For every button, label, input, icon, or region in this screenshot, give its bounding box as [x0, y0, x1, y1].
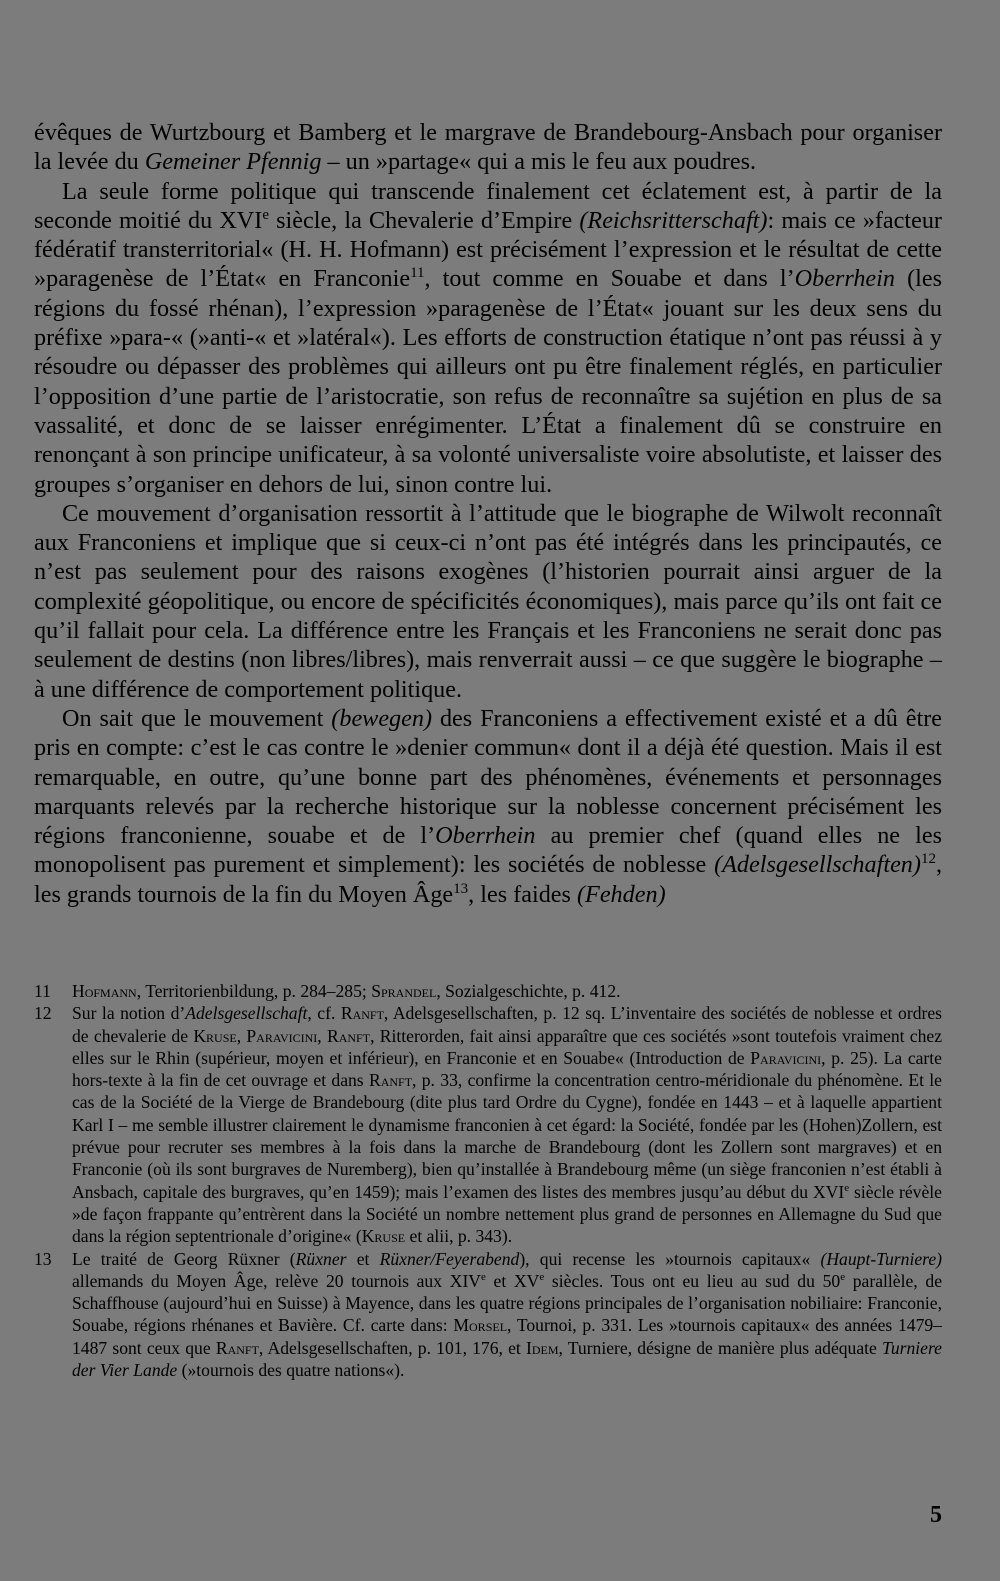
author-name: Ranft	[215, 1337, 259, 1358]
text-run: parallèle, de Schaffhouse (aujourd’hui en Suisse) à Mayence, dans les quatre régions principales de l’organisation nobiliaire: Franconie, Souabe, régions rhénanes et Bavière. Cf. carte dans:	[72, 1270, 942, 1336]
text-run: On sait que le mouvement	[62, 704, 332, 732]
italic-term: (Reichsritterschaft)	[579, 206, 768, 234]
italic-term: Oberrhein	[435, 822, 536, 850]
italic-term: Gemeiner Pfennig	[144, 148, 322, 176]
text-run: , tout comme en Souabe et dans l’	[424, 265, 795, 293]
text-run: , cf.	[307, 1003, 341, 1024]
superscript: e	[539, 1271, 545, 1283]
text-run: , les grands tournois de la fin du Moyen Âge	[34, 851, 942, 908]
author-name: Morsel	[453, 1315, 508, 1336]
text-run: , p. 33, confirme la concentration centro-méridionale du phénomène. Et le cas de la Société de la Vierge de Brandebourg (dite plus tard Ordre du Cygne), fondée en 1443 – et à laquelle appartient Karl I – me semble illustrer clairement le dynamisme franconien à cet égard: la Société, fondée par les (Hohen)Zollern, est prévue pour recruter ses membres à la fois dans la marche de Brandebourg (dont les Zollern sont margraves) et en Franconie (où ils sont burgraves de Nuremberg), bien qu’installée à Brandebourg même (un siège franconien n’est établi à Ansbach, capitale des burgraves, qu’en 1459); mais l’examen des listes des membres jusqu’au début du XVI	[72, 1070, 942, 1202]
footnote-ref-11[interactable]: 11	[410, 265, 425, 282]
italic-term: (Fehden)	[576, 880, 666, 908]
footnote-number: 13	[34, 1248, 52, 1269]
footnotes	[34, 980, 942, 1381]
italic-term: Oberrhein	[794, 265, 895, 293]
text-run: , Turniere, désigne de manière plus adéquate	[558, 1337, 883, 1358]
footnote-text	[72, 980, 942, 1002]
superscript: e	[481, 1271, 486, 1283]
footnote-12	[34, 1002, 942, 1247]
author-name: Ranft	[368, 1070, 413, 1091]
author-name: Sprandel	[371, 981, 437, 1001]
author-name: Ranft	[340, 1003, 384, 1024]
italic-term: Turniere der Vier Lande	[72, 1337, 942, 1381]
text-run: , les faides	[468, 880, 577, 908]
italic-term: (Adelsgesellschaften)	[714, 851, 921, 879]
footnote-number: 11	[34, 981, 51, 1001]
italic-term: (bewegen)	[331, 704, 433, 732]
text-run: siècle révèle »de façon frappante qu’entrèrent dans la Société un nombre nettement plus grand de personnes en Allemagne du Sud que dans la région septentrionale d’origine« (	[72, 1181, 942, 1247]
text-run: , Adelsgesellschaften, p. 101, 176, et	[258, 1337, 526, 1358]
paragraph-3: Ce mouvement d’organisation ressortit à l’attitude que le biographe de Wilwolt reconnaît aux Franconiens et implique que si ceux-ci n’ont pas été intégrés dans les principautés, ce n’est pas seulement pour des raisons exogènes (l’historien pourrait ainsi arguer de la complexité géopolitique, ou encore de spécificités économiques), mais parce qu’ils ont fait ce qu’il fallait pour cela. La différence entre les Français et les Franconiens ne serait donc pas seulement de destins (non libres/libres), mais renverrait aussi – ce que suggère le biographe – à une différence de comportement politique.	[34, 499, 942, 703]
footnote-13	[34, 1248, 942, 1382]
footnote-text	[72, 1002, 942, 1247]
paragraph-4	[34, 704, 942, 909]
page-body	[34, 118, 942, 909]
text-run: , p. 25). La carte hors-texte à la fin de cet ouvrage et dans	[72, 1047, 942, 1091]
author-name: Idem	[525, 1337, 559, 1358]
footnote-ref-13[interactable]: 13	[453, 880, 469, 897]
author-name: Hofmann	[72, 981, 137, 1001]
page-number: 5	[930, 1502, 942, 1528]
author-name: Ranft	[326, 1025, 371, 1046]
text-run: Le traité de Georg Rüxner (	[72, 1248, 296, 1269]
text-run: , Territorienbildung, p. 284–285;	[136, 981, 372, 1001]
text-run: , Adelsgesellschaften, p. 12 sq. L’inventaire des sociétés de noblesse et ordres de chevalerie de	[72, 1003, 943, 1046]
text-run: siècles. Tous ont eu lieu au sud du 50	[544, 1270, 841, 1291]
author-name: Kruse	[193, 1025, 237, 1046]
footnote-text	[72, 1248, 942, 1382]
author-name: Paravicini	[246, 1025, 318, 1046]
paragraph-1	[34, 118, 942, 177]
text-run: ), qui recense les »tournois capitaux«	[519, 1248, 821, 1269]
italic-term: Rüxner	[295, 1248, 347, 1269]
author-name: Paravicini	[750, 1047, 822, 1068]
author-name: Kruse	[361, 1226, 406, 1247]
text-run: des Franconiens a effectivement existé et a dû être pris en compte: c’est le cas contre le »denier commun« dont il a déjà été question. Mais il est remarquable, en outre, qu’une bonne part des phénomènes, événements et personnages marquants relevés par la recherche historique sur la noblesse concernent précisément les régions franconienne, souabe et de l’	[34, 704, 942, 850]
italic-term: (Haupt-Turniere)	[820, 1248, 942, 1269]
text-run: (les régions du fossé rhénan), l’expression »paragenèse de l’État« jouant sur les deux sens du préfixe »para-« (»anti-« et »latéral«). Les efforts de construction étatique n’ont pas réussi à y résoudre ou dépasser des problèmes qui ailleurs ont pu être finalement réglés, en particulier l’opposition d’une partie de l’aristocratie, son refus de reconnaître sa sujétion en plus de sa vassalité, et donc de se laisser enrégimenter. L’État a finalement dû se construire en renonçant à son principe unificateur, à sa volonté universaliste voire absolutiste, et laisser des groupes s’organiser en dehors de lui, sinon contre lui.	[34, 265, 942, 498]
text-run: , Tournoi, p. 331. Les »tournois capitaux« des années 1479–1487 sont ceux que	[72, 1315, 942, 1358]
text-run: Sur la notion d’	[72, 1003, 186, 1024]
text-run: La seule forme politique qui transcende finalement cet éclatement est, à partir de la seconde moitié du XVI	[34, 177, 942, 234]
superscript: e	[844, 1181, 850, 1194]
text-run: siècle, la Chevalerie d’Empire	[268, 206, 580, 234]
text-run: et alii, p. 343).	[405, 1226, 513, 1247]
footnote-number: 12	[34, 1003, 52, 1024]
text-run: évêques de Wurtzbourg et Bamberg et le margrave de Brandebourg-Ansbach pour organiser la levée du	[34, 119, 942, 176]
text-run: ,	[317, 1025, 327, 1046]
main-text	[34, 118, 942, 909]
paragraph-2	[34, 177, 942, 499]
italic-term: Rüxner/Feyerabend	[379, 1248, 520, 1269]
text-run: – un »partage« qui a mis le feu aux poudres.	[321, 148, 757, 176]
italic-term: Adelsgesellschaft	[185, 1003, 308, 1024]
text-run: , Ritterorden, fait ainsi apparaître que ces sociétés »sont toutefois vraiment chez elles sur le Rhin (supérieur, moyen et inférieur), en Franconie et en Souabe« (Introduction de	[72, 1025, 943, 1068]
superscript: e	[840, 1271, 846, 1283]
text-run: et	[346, 1248, 380, 1269]
text-run: allemands du Moyen Âge, relève 20 tournois aux XIV	[72, 1270, 482, 1291]
superscript: e	[262, 206, 269, 223]
text-run: (»tournois des quatre nations«).	[177, 1360, 405, 1381]
text-run: au premier chef (quand elles ne les monopolisent pas purement et simplement): les sociétés de noblesse	[34, 822, 942, 879]
footnote-11	[34, 980, 942, 1002]
footnote-ref-12[interactable]: 12	[920, 851, 936, 868]
text-run: ,	[236, 1025, 247, 1046]
text-run: et XV	[485, 1270, 540, 1291]
text-run: : mais ce »facteur fédératif transterritorial« (H. H. Hofmann) est précisément l’expression et le résultat de cette »paragenèse de l’État« en Franconie	[34, 206, 942, 293]
text-run: , Sozialgeschichte, p. 412.	[436, 981, 621, 1001]
